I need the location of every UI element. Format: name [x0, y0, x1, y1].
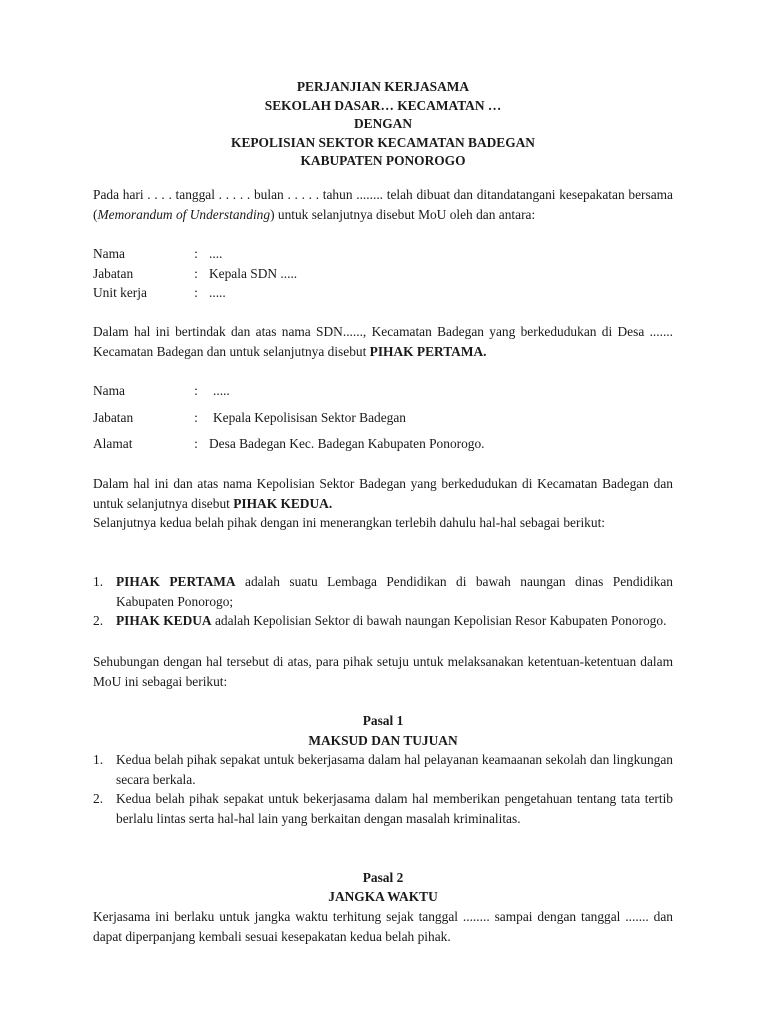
party2-description	[93, 474, 673, 513]
agreement-intro: Sehubungan dengan hal tersebut di atas, para pihak setuju untuk melaksanakan ketentuan-ketentuan dalam MoU ini sebagai berikut:	[93, 654, 673, 689]
preamble-paragraph: Selanjutnya kedua belah pihak dengan ini menerangkan terlebih dahulu hal-hal sebagai berikut:	[93, 515, 606, 530]
field-label: Jabatan	[93, 409, 134, 425]
field-colon: :	[194, 409, 198, 425]
field-label: Alamat	[93, 436, 133, 452]
field-colon: :	[194, 265, 198, 281]
list-number: 1.	[93, 574, 104, 589]
party1-desc-text: Dalam hal ini bertindak dan atas nama SDN......, Kecamatan Badegan yang berkedudukan di Desa ....... Kecamatan Badegan dan untuk selanjutnya disebut	[93, 324, 673, 359]
field-label: Unit kerja	[93, 285, 147, 301]
party1-row	[93, 264, 673, 284]
field-label: Nama	[93, 383, 125, 398]
field-value: Kepala SDN .....	[209, 265, 298, 281]
intro-text: ) untuk selanjutnya disebut MoU oleh dan antara:	[270, 206, 536, 222]
recital-text: adalah Kepolisian Sektor di bawah naungan Kepolisian Resor Kabupaten Ponorogo.	[211, 613, 667, 629]
pasal2-text: Kerjasama ini berlaku untuk jangka waktu terhitung sejak tanggal ........ sampai dengan tanggal ....... dan dapat diperpanjang kembali sesuai kesepakatan kedua belah pihak.	[93, 909, 673, 944]
party1-designation: PIHAK PERTAMA.	[369, 343, 487, 359]
field-label: Nama	[93, 246, 125, 261]
party2-row	[93, 431, 673, 458]
list-number: 2.	[93, 613, 104, 629]
party2-desc-text: Dalam hal ini dan atas nama Kepolisian Sektor Badegan yang berkedudukan di Kecamatan Badegan dan untuk selanjutnya disebut	[93, 476, 673, 511]
party1-row	[93, 283, 673, 303]
pasal2-heading: Pasal 2	[362, 870, 404, 885]
list-item	[93, 789, 673, 828]
recitals-list	[93, 572, 673, 631]
field-value: ....	[209, 246, 223, 261]
recital-party: PIHAK PERTAMA	[116, 574, 236, 589]
document-title	[93, 78, 673, 171]
field-colon: :	[194, 383, 198, 398]
list-number: 2.	[93, 791, 104, 807]
list-text: Kedua belah pihak sepakat untuk bekerjasama dalam hal pelayanan keamaanan sekolah dan lingkungan secara berkala.	[116, 752, 673, 787]
field-value: .....	[213, 383, 230, 398]
title-line: DENGAN	[353, 116, 413, 132]
party1-details	[93, 244, 673, 303]
title-line: SEKOLAH DASAR… KECAMATAN …	[264, 97, 502, 113]
party1-description	[93, 322, 673, 361]
list-number: 1.	[93, 752, 104, 767]
title-line: PERJANJIAN KERJASAMA	[296, 79, 470, 94]
recital-text: adalah suatu Lembaga Pendidikan di bawah naungan dinas Pendidikan Kabupaten Ponorogo;	[116, 574, 673, 609]
list-item	[93, 611, 673, 631]
field-colon: :	[194, 246, 198, 261]
pasal1-heading: Pasal 1	[362, 713, 404, 728]
party2-details	[93, 378, 673, 458]
field-value: Desa Badegan Kec. Badegan Kabupaten Ponorogo.	[209, 436, 485, 452]
pasal2-subheading: JANGKA WAKTU	[328, 889, 438, 904]
recital-party: PIHAK KEDUA	[116, 613, 212, 629]
party2-row	[93, 405, 673, 432]
field-value: .....	[209, 285, 226, 301]
intro-paragraph	[93, 185, 673, 224]
field-value: Kepala Kepolisisan Sektor Badegan	[213, 409, 406, 425]
field-colon: :	[194, 285, 198, 301]
title-line: KEPOLISIAN SEKTOR KECAMATAN BADEGAN	[231, 134, 535, 150]
party2-row	[93, 378, 673, 405]
party1-row	[93, 244, 673, 264]
field-colon: :	[194, 436, 198, 452]
intro-text: Pada hari . . . . tanggal . . . . . bulan . . . . . tahun ........ telah dibuat dan ditandatangani kesepakatan bersama (	[93, 187, 673, 222]
list-item	[93, 572, 673, 611]
field-label: Jabatan	[93, 265, 134, 281]
list-item	[93, 750, 673, 789]
list-text: Kedua belah pihak sepakat untuk bekerjasama dalam hal memberikan pengetahuan tentang tata tertib berlalu lintas serta hal-hal lain yang berkaitan dengan masalah kriminalitas.	[116, 791, 673, 826]
intro-italic: Memorandum of Understanding	[97, 206, 271, 222]
party2-designation: PIHAK KEDUA.	[233, 495, 333, 511]
pasal1-subheading: MAKSUD DAN TUJUAN	[308, 733, 458, 748]
pasal1-list	[93, 750, 673, 828]
title-line: KABUPATEN PONOROGO	[300, 153, 466, 169]
